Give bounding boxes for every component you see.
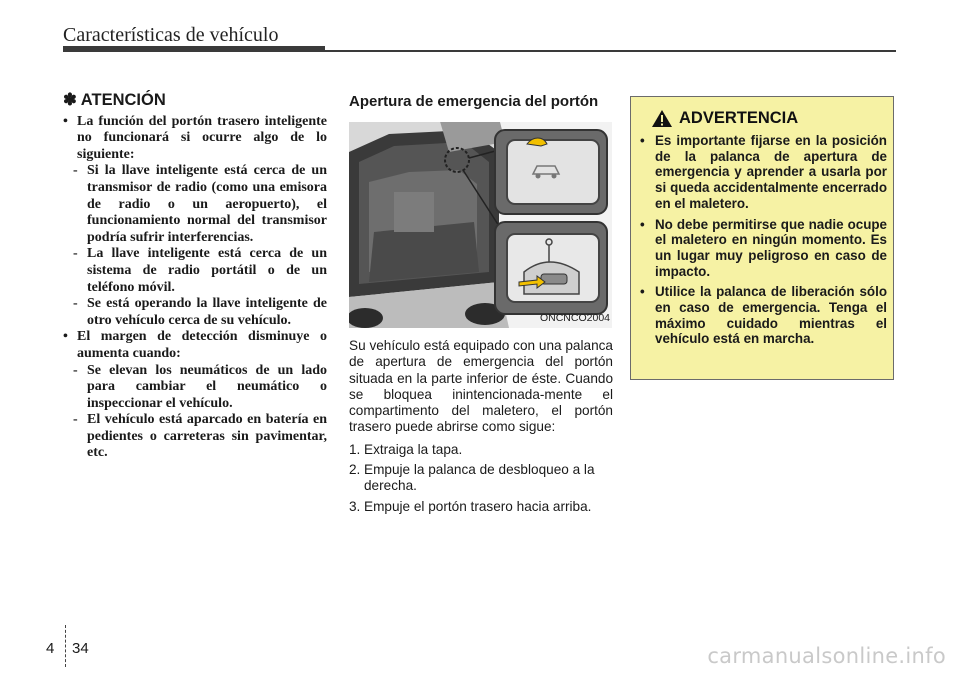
step-item [349,462,613,495]
header-rule-thin [325,50,896,52]
warning-item: • Utilice la palanca de liberación sólo en caso de emergencia. Tenga el máximo cuidado mientras el vehículo está en marcha. [640,284,887,347]
step-number: 2. [349,462,361,478]
warning-triangle-icon [651,109,673,128]
warning-item: • No debe permitirse que nadie ocupe el maletero en ningún momento. Es un lugar muy peligroso en caso de impacto. [640,217,887,280]
step-text: Empuje el portón trasero hacia arriba. [364,498,592,514]
emergency-section [349,94,613,519]
trunk-illustration [349,122,612,328]
header-title: Características de vehículo [63,24,279,46]
attention-dash-item: - Se está operando la llave inteligente de otro vehículo cerca de su vehículo. [63,296,327,329]
warning-list [640,133,887,352]
step-number: 3. [349,498,361,514]
attention-dash-item: - Si la llave inteligente está cerca de un transmisor de radio (como una emisora de radio o un aeropuerto), el funcionamiento normal del transmisor podría sufrir interferencias. [63,163,327,246]
attention-heading: ✽ ATENCIÓN [63,91,166,109]
page-number: 34 [72,640,89,657]
warning-box [630,96,894,380]
step-text: Empuje la palanca de desbloqueo a la derecha. [364,462,595,494]
attention-bullet-1: • La función del portón trasero inteligente no funcionará si ocurre algo de lo siguiente: [63,114,327,164]
figure-caption: ONCNCO2004 [539,311,610,324]
step-text: Extraiga la tapa. [364,441,463,457]
warning-header [651,109,798,128]
attention-bullet-2: • El margen de detección disminuye o aumenta cuando: [63,329,327,362]
warning-title: ADVERTENCIA [679,109,799,127]
attention-dash-item: - El vehículo está aparcado en batería en pedientes o carreteras sin pavimentar, etc. [63,412,327,462]
chapter-number: 4 [46,640,55,657]
attention-section [63,92,327,462]
warning-item: • Es importante fijarse en la posición de la palanca de apertura de emergencia y aprender a usarla por si queda accidentalmente encerrado en el maletero. [640,133,887,212]
step-item [349,442,613,458]
step-number: 1. [349,441,361,457]
step-item [349,499,613,515]
header-rule-thick [63,46,325,52]
emergency-heading: Apertura de emergencia del portón [349,93,599,110]
emergency-paragraph: Su vehículo está equipado con una palanca de apertura de emergencia del portón situada en la parte inferior de éste. Cuando se bloquea inintencionada-mente el compartimento del maletero, el portón trasero puede abrirse como sigue: [349,338,613,435]
watermark: carmanualsonline.info [707,644,946,668]
attention-dash-item: - La llave inteligente está cerca de un sistema de radio portátil o de un teléfono móvil. [63,246,327,296]
page-number-divider [65,625,66,667]
trunk-release-figure [349,122,612,328]
attention-dash-item: - Se elevan los neumáticos de un lado para cambiar el neumático o inspeccionar el vehículo. [63,363,327,413]
